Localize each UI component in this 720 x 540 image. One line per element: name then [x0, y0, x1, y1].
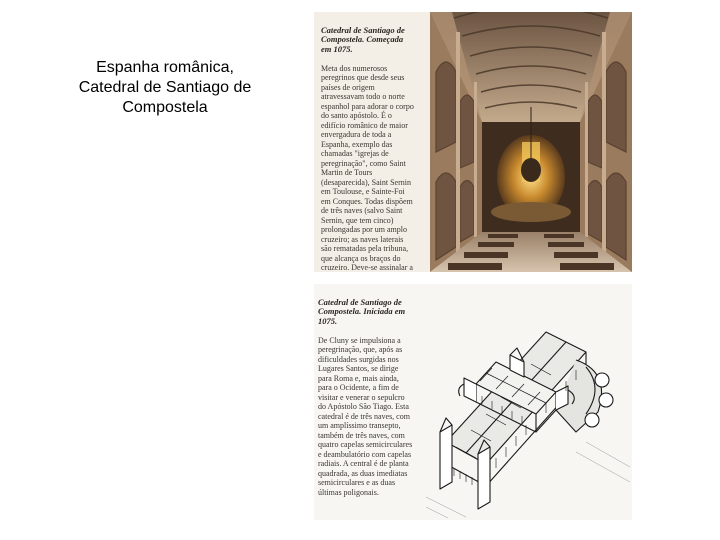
- slide-title: Espanha românica, Catedral de Santiago de Compostela: [78, 59, 252, 116]
- cathedral-axonometric-drawing: [426, 292, 630, 518]
- plan-caption-body: De Cluny se impulsiona a peregrinação, que, após as dificuldades surgidas nos Lugares Santos, se dirige para Roma e, mais ainda, para o Ocidente, a fim de visitar e venerar o sepulcro do Apóstolo São Tiago. Esta catedral é de três naves, com um amplíssimo transepto, também de três naves, com quatro capelas semicirculares e deambulatório com capelas radiais. A central é de planta quadrada, as duas imediatas semicirculares e as duas últimas poligonais.: [318, 335, 413, 497]
- nave-interior-photo: [430, 12, 632, 272]
- interior-caption-heading: Catedral de Santiago de Compostela. Começada em 1075.: [321, 24, 405, 54]
- interior-caption: [321, 16, 429, 272]
- cathedral-interior-figure: [314, 12, 632, 272]
- cathedral-plan-figure: [314, 284, 632, 520]
- plan-caption-heading: Catedral de Santiago de Compostela. Iniciada em 1075.: [318, 296, 406, 326]
- plan-caption: [318, 288, 424, 507]
- interior-caption-body: Meta dos numerosos peregrinos que desde seus países de origem atravessavam todo o norte espanhol para adorar o corpo do santo apóstolo. É o edifício românico de maior envergadura de toda a Espanha, exemplo das chamadas "igrejas de peregrinação", como Saint Martin de Tours (desaparecida), Saint Sernin em Toulouse, e Sainte-Foi em Conques. Todas dispõem de três naves (salvo Saint Sernin, que tem cinco) prolongadas por um amplo cruzeiro; as naves laterais são rematadas pela tribuna, que alcança os braços do cruzeiro. Deve-se assinalar a: [321, 63, 414, 272]
